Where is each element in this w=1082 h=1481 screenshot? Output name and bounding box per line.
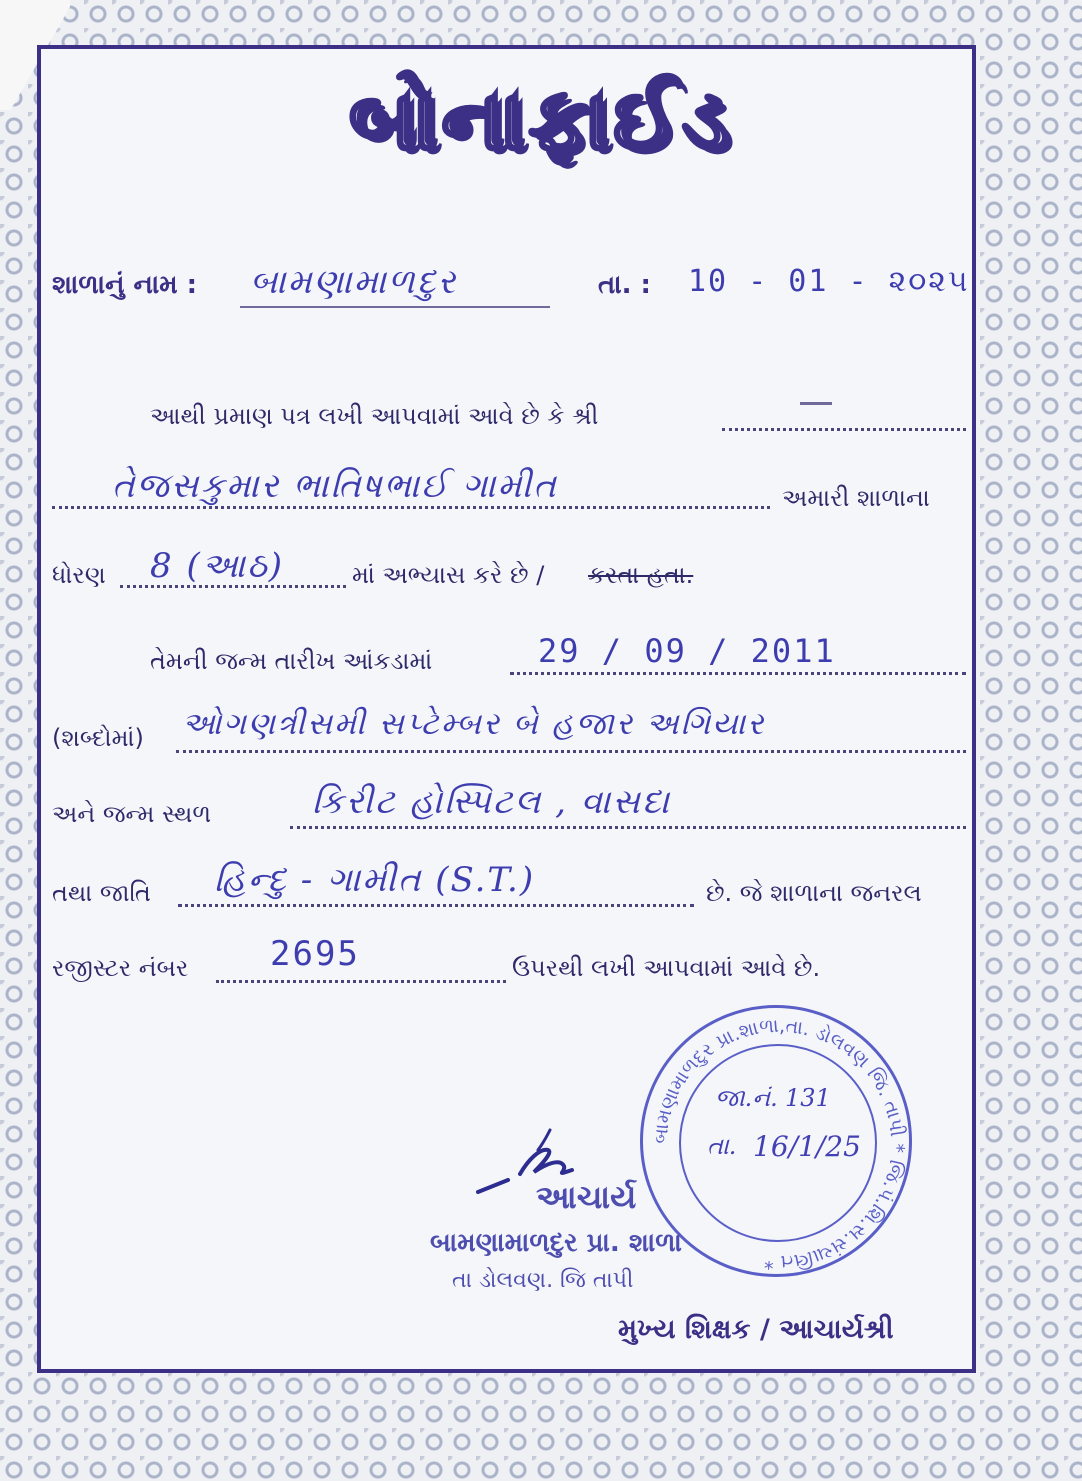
register-dots — [216, 980, 506, 983]
register-label: રજીસ્ટર નંબર — [52, 954, 189, 982]
school-name-label: શાળાનું નામ : — [52, 270, 198, 300]
footer-signatory: મુખ્ય શિક્ષક / આચાર્યશ્રી — [618, 1314, 894, 1345]
studied-text-struck: કરતા હતા. — [588, 561, 694, 589]
studying-text: માં અભ્યાસ કરે છે / — [352, 561, 545, 589]
date-label: તા. : — [598, 270, 651, 300]
intro-text: આથી પ્રમાણ પત્ર લખી આપવામાં આવે છે કે શ્રી — [150, 402, 599, 430]
stamp-ref-number: 131 — [785, 1084, 831, 1112]
signature-school-name: બામણામાળદુર પ્રા. શાળા — [430, 1228, 682, 1258]
dob-words-dots — [176, 750, 966, 753]
dob-value: 29 / 09 / 2011 — [538, 632, 836, 670]
birthplace-value: કિરીટ હોસ્પિટલ , વાસદા — [312, 782, 672, 822]
school-name-value: બામણામાળદુર — [250, 262, 458, 302]
std-value: 8 (આઠ) — [150, 546, 285, 586]
dob-label: તેમની જન્મ તારીખ આંકડામાં — [150, 647, 433, 675]
register-text: છે. જે શાળાના જનરલ — [706, 879, 922, 907]
stamp-date: 16/1/25 — [753, 1130, 861, 1163]
intro-dash — [800, 402, 832, 405]
caste-label: તથા જાતિ — [52, 879, 151, 907]
signature-taluka: તા ડોલવણ. જિ તાપી — [452, 1268, 634, 1293]
stamp-date-label: તા. — [707, 1132, 737, 1160]
student-name-dots — [52, 506, 770, 509]
issue-date-value: 10 - 01 - ૨૦૨૫ — [688, 264, 970, 299]
role-text: આચાર્ય — [536, 1178, 637, 1216]
stamp-ref-label: જા.નં. — [715, 1084, 778, 1112]
student-name-value: તેજસકુમાર ભાતિષભાઈ ગામીત — [112, 466, 558, 506]
register-number: 2695 — [270, 934, 360, 974]
caste-value: હિન્દુ - ગામીત (S.T.) — [214, 860, 536, 900]
school-name-underline — [240, 306, 550, 308]
dob-words-value: ઓગણત્રીસમી સપ્ટેમ્બર બે હજાર અગિયાર — [182, 706, 766, 742]
birthplace-dots — [290, 826, 966, 829]
closing-text: ઉપરથી લખી આપવામાં આવે છે. — [512, 954, 821, 982]
certificate-title: બોનાફાઈડ — [349, 70, 733, 168]
stamp-outer-text: બામણામાળદુર પ્રા.શાળા,તા. ડોલવણ જિ. તાપી * જિ.પં.શિ.સ.સંચાલિત * — [649, 1014, 909, 1274]
dob-dots — [510, 672, 966, 675]
std-label: ધોરણ — [52, 561, 106, 589]
our-school-text: અમારી શાળાના — [782, 484, 930, 512]
caste-dots — [178, 904, 694, 907]
birthplace-label: અને જન્મ સ્થળ — [52, 800, 212, 828]
intro-dots — [722, 428, 966, 431]
dob-words-label: (શબ્દોમાં) — [52, 724, 144, 752]
